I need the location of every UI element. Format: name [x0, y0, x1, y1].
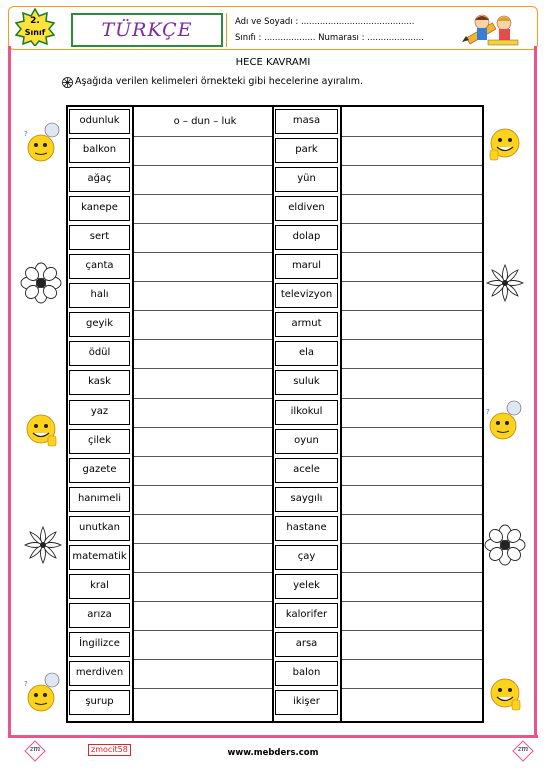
left-word-cell: unutkan [69, 516, 130, 541]
answer-line-right[interactable] [342, 630, 482, 631]
left-word-cell: odunluk [69, 109, 130, 134]
answer-line-left[interactable] [134, 165, 272, 166]
left-word-cell: ağaç [69, 167, 130, 192]
left-word-cell: çilek [69, 429, 130, 454]
answer-line-left[interactable] [134, 136, 272, 137]
class-number-field[interactable]: Sınıfı : ................... Numarası : ..................... [235, 33, 424, 43]
right-word-cell: armut [275, 312, 338, 337]
answer-line-left[interactable] [134, 368, 272, 369]
left-word-cell: gazete [69, 458, 130, 483]
bullet-flower-icon [62, 77, 73, 88]
smiley-thumbs-up-icon [20, 408, 62, 452]
left-word-cell: şurup [69, 690, 130, 715]
answer-line-right[interactable] [342, 136, 482, 137]
answer-line-right[interactable] [342, 281, 482, 282]
zm-badge-left-text: zm [29, 745, 41, 753]
flower-icon [20, 262, 62, 304]
answer-line-right[interactable] [342, 223, 482, 224]
left-word-cell: matematik [69, 545, 130, 570]
right-word-cell: acele [275, 458, 338, 483]
left-word-cell: kral [69, 574, 130, 599]
answer-line-right[interactable] [342, 659, 482, 660]
answer-line-right[interactable] [342, 572, 482, 573]
svg-text:?: ? [24, 680, 28, 688]
right-word-cell: çay [275, 545, 338, 570]
answer-line-left[interactable] [134, 572, 272, 573]
answer-line-right[interactable] [342, 165, 482, 166]
right-word-cell: televizyon [275, 283, 338, 308]
page-border-bottom [8, 735, 538, 738]
page-border-right [534, 46, 537, 736]
pencil-kids-icon [460, 10, 526, 48]
answer-line-left[interactable] [134, 485, 272, 486]
answer-line-right[interactable] [342, 339, 482, 340]
right-word-cell: ikişer [275, 690, 338, 715]
answer-line-left[interactable] [134, 398, 272, 399]
answer-line-left[interactable] [134, 339, 272, 340]
left-word-cell: çanta [69, 254, 130, 279]
subject-title: TÜRKÇE [101, 19, 193, 41]
answer-line-left[interactable] [134, 543, 272, 544]
footer-author-tag: zmocit58 [88, 744, 131, 756]
right-word-cell: kalorifer [275, 603, 338, 628]
left-word-cell: ödül [69, 341, 130, 366]
answer-line-left[interactable] [134, 194, 272, 195]
page-border-left [8, 46, 11, 736]
smiley-thumbs-up-icon [484, 672, 526, 716]
student-info [226, 13, 459, 47]
right-word-cell: masa [275, 109, 338, 134]
left-word-cell: merdiven [69, 661, 130, 686]
answer-line-right[interactable] [342, 543, 482, 544]
left-word-cell: balkon [69, 138, 130, 163]
instruction-text: Aşağıda verilen kelimeleri örnekteki gibi hecelerine ayıralım. [75, 76, 364, 87]
flower-icon [484, 524, 526, 566]
answer-line-left[interactable] [134, 252, 272, 253]
smiley-thinking-icon [484, 398, 524, 446]
right-word-cell: yelek [275, 574, 338, 599]
answer-line-left[interactable] [134, 310, 272, 311]
smiley-thinking-icon [22, 670, 62, 718]
left-word-cell: arıza [69, 603, 130, 628]
left-word-cell: hanımeli [69, 487, 130, 512]
grade-badge [14, 8, 56, 46]
left-word-cell: yaz [69, 400, 130, 425]
left-word-cell: sert [69, 225, 130, 250]
answer-line-right[interactable] [342, 194, 482, 195]
answer-line-right[interactable] [342, 427, 482, 428]
answer-line-left[interactable] [134, 659, 272, 660]
subject-box [71, 13, 223, 47]
left-word-cell: kanepe [69, 196, 130, 221]
right-word-cell: balon [275, 661, 338, 686]
right-word-cell: park [275, 138, 338, 163]
name-field[interactable]: Adı ve Soyadı : .......................................... [235, 17, 415, 27]
answer-line-right[interactable] [342, 368, 482, 369]
answer-line-left[interactable] [134, 688, 272, 689]
example-answer: o – dun – luk [173, 116, 237, 127]
smiley-thumbs-up-icon [484, 122, 526, 166]
answer-line-left[interactable] [134, 630, 272, 631]
left-word-cell: İngilizce [69, 632, 130, 657]
flower-outline-icon [22, 524, 64, 566]
right-word-cell: arsa [275, 632, 338, 657]
smiley-thinking-icon [22, 120, 62, 168]
answer-line-right[interactable] [342, 456, 482, 457]
left-word-cell: halı [69, 283, 130, 308]
right-word-cell: hastane [275, 516, 338, 541]
right-word-cell: dolap [275, 225, 338, 250]
answer-line-left[interactable] [134, 456, 272, 457]
right-word-cell: yün [275, 167, 338, 192]
zm-badge-right-text: zm [517, 745, 529, 753]
answer-line-left[interactable] [134, 601, 272, 602]
svg-text:?: ? [24, 130, 28, 138]
right-word-cell: suluk [275, 370, 338, 395]
answer-line-right[interactable] [342, 310, 482, 311]
right-word-cell: marul [275, 254, 338, 279]
svg-text:?: ? [486, 408, 490, 416]
worksheet-title: HECE KAVRAMI [235, 57, 311, 68]
flower-outline-icon [484, 262, 526, 304]
grade-number: 2. [30, 16, 40, 26]
answer-line-right[interactable] [342, 514, 482, 515]
answer-line-left[interactable] [134, 281, 272, 282]
footer-url[interactable]: www.mebders.com [227, 748, 319, 758]
answer-line-right[interactable] [342, 398, 482, 399]
answer-line-right[interactable] [342, 601, 482, 602]
left-word-cell: kask [69, 370, 130, 395]
right-word-cell: saygılı [275, 487, 338, 512]
right-word-cell: oyun [275, 429, 338, 454]
answer-line-left[interactable] [134, 223, 272, 224]
answer-line-left[interactable] [134, 427, 272, 428]
answer-line-right[interactable] [342, 688, 482, 689]
right-word-cell: eldiven [275, 196, 338, 221]
left-word-cell: geyik [69, 312, 130, 337]
grade-label: Sınıf [24, 28, 46, 37]
answer-line-left[interactable] [134, 514, 272, 515]
right-word-cell: ilkokul [275, 400, 338, 425]
answer-line-right[interactable] [342, 485, 482, 486]
right-word-cell: ela [275, 341, 338, 366]
answer-line-right[interactable] [342, 252, 482, 253]
grade-badge-icon [14, 8, 56, 46]
